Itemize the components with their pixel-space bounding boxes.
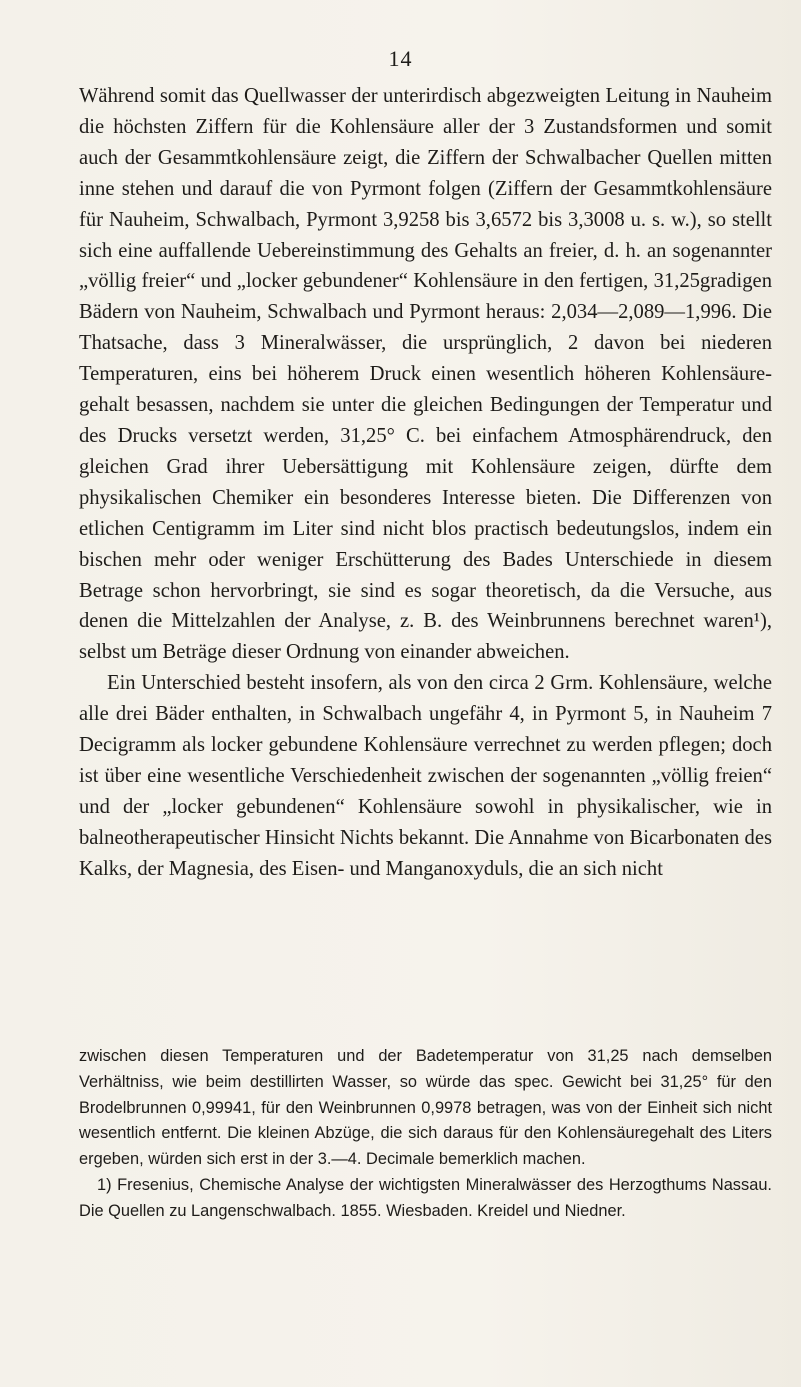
paragraph: Ein Unterschied besteht insofern, als von den circa 2 Grm. Kohlensäure, welche alle drei Bäder enthalten, in Schwalbach ungefähr 4, in Pyrmont 5, in Nauheim 7 Decigramm als locker gebundene Kohlensäure verrechnet zu werden pflegen; doch ist über eine wesentliche Verschiedenheit zwischen der sogenannten „völlig freien“ und der „locker gebundenen“ Kohlensäure sowohl in physikalischer, wie in balneotherapeutischer Hinsicht Nichts bekannt. Die Annahme von Bicarbonaten des Kalks, der Magnesia, des Eisen- und Manganoxyduls, die an sich nicht bbox=[79, 672, 772, 880]
footnote-continuation: zwischen diesen Temperaturen und der Badetemperatur von 31,25 nach demselben Verhältniss, wie beim destillirten Wasser, so würde das spec. Gewicht bei 31,25° für den Brodelbrunnen 0,99941, für den Weinbrunnen 0,9978 betragen, was von der Einheit sich nicht wesentlich entfernt. Die kleinen Abzüge, die sich daraus für den Kohlensäuregehalt des Liters ergeben, würden sich erst in der 3.—4. Decimale bemerklich machen. bbox=[79, 1047, 772, 1169]
paragraph: Während somit das Quellwasser der unterirdisch abgezweigten Leitung in Nauheim die höchsten Ziffern für die Kohlensäure aller der 3 Zustandsformen und somit auch der Gesammtkohlensäure zeigt, die Ziffern der Schwalbacher Quellen mitten inne stehen und darauf die von Pyrmont folgen (Ziffern der Gesammtkohlensäure für Nauheim, Schwalbach, Pyrmont 3,9258 bis 3,6572 bis 3,3008 u. s. w.), so stellt sich eine auffallende Uebereinstimmung des Gehalts an freier, d. h. an sogenannter „völlig freier“ und „locker gebundener“ Kohlensäure in den fertigen, 31,25gradigen Bädern von Nauheim, Schwalbach und Pyrmont heraus: 2,034—2,089—1,996. Die Thatsache, dass 3 Mineralwässer, die ursprünglich, 2 davon bei niederen Temperaturen, eins bei höherem Druck einen wesentlich höheren Kohlensäuregehalt besassen, nachdem sie unter die gleichen Bedingungen der Temperatur und des Drucks versetzt werden, 31,25° C. bei einfachem Atmosphärendruck, den gleichen Grad ihrer Uebersättigung mit Kohlensäure zeigen, dürfte dem physikalischen Chemiker ein besonderes Interesse bieten. Die Differenzen von etlichen Centigramm im Liter sind nicht blos practisch bedeutungslos, indem ein bischen mehr oder weniger Erschütterung des Bades Unterschiede in diesem Betrage schon hervorbringt, sie sind es sogar theoretisch, da die Versuche, aus denen die Mittelzahlen der Analyse, z. B. des Weinbrunnens berechnet waren¹), selbst um Beträge dieser Ordnung von einander abweichen. bbox=[79, 85, 772, 664]
footnote: 1) Fresenius, Chemische Analyse der wichtigsten Mineralwässer des Herzogthums Nassau. Die Quellen zu Langenschwalbach. 1855. Wiesbaden. Kreidel und Niedner. bbox=[79, 1175, 772, 1220]
page-number: 14 bbox=[388, 46, 413, 71]
main-text bbox=[79, 81, 772, 885]
footnotes bbox=[79, 1044, 772, 1225]
